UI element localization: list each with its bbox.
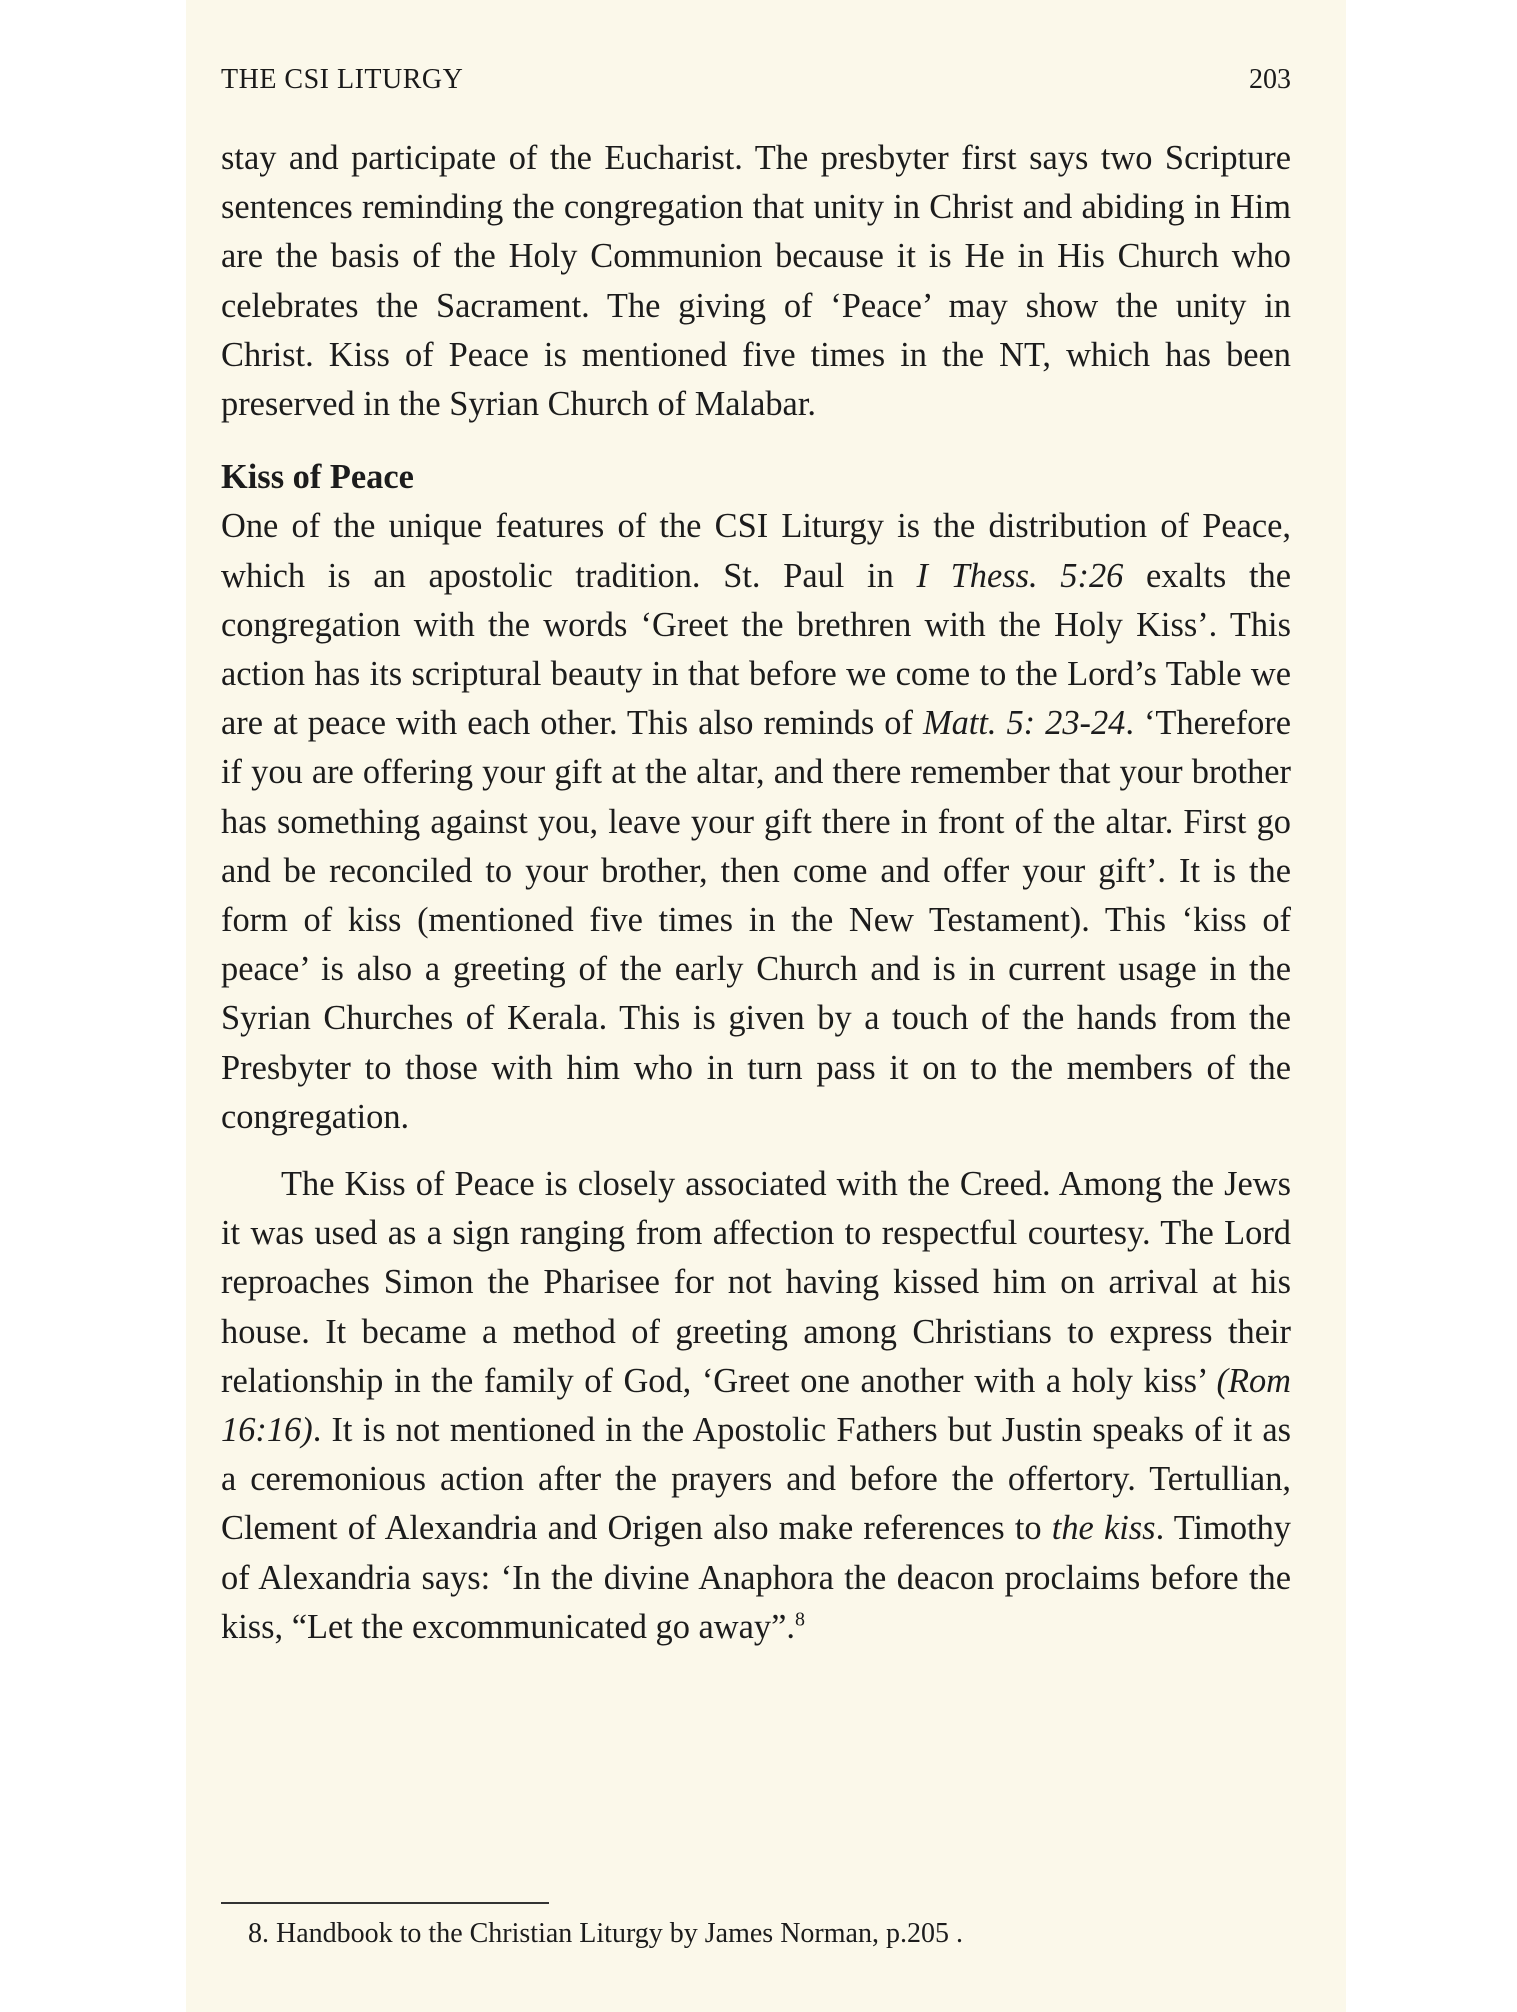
paragraph-text: exalts the congregation with the words ‘Greet the brethren with the Holy Kiss’. This action has its scriptural beauty in that before we come to the Lord’s Table we are at peace with each other. This also reminds of [221,556,1291,743]
paragraph-text: The Kiss of Peace is closely associated with the Creed. Among the Jews it was used as a sign ranging from affection to respectful courtesy. The Lord reproaches Simon the Pharisee for not having kissed him on arrival at his house. It became a method of greeting among Christians to express their relationship in the family of God, ‘Greet one another with a holy kiss’ [221,1165,1291,1400]
page-number: 203 [1249,64,1291,95]
paragraph-text: . Timothy of Alexandria says: ‘In the divine Anaphora the deacon proclaims before the kiss, “Let the excommunicated go away”. [221,1509,1291,1646]
footnote-divider [221,1902,549,1904]
scripture-reference: Matt. 5: 23-24 [922,704,1126,743]
footnote: 8. Handbook to the Christian Liturgy by James Norman, p.205 . [248,1918,963,1949]
scripture-reference: (Rom 16:16) [221,1361,1291,1450]
running-header [221,64,1291,104]
paragraph-continued [221,134,1291,429]
footnote-marker: 8 [794,1608,805,1631]
emphasis-text: the kiss [1051,1509,1156,1548]
paragraph-text: . ‘Therefore if you are offering your gift at the altar, and there remember that your brother has something against you, leave your gift there in front of the altar. First go and be reconciled to your brother, then come and offer your gift’. It is the form of kiss (mentioned five times in the New Testament). This ‘kiss of peace’ is also a greeting of the early Church and is in current usage in the Syrian Churches of Kerala. This is given by a touch of the hands from the Presbyter to those with him who in turn pass it on to the members of the congregation. [221,704,1291,1136]
section-heading: Kiss of Peace [221,458,414,497]
paragraph-text: stay and participate of the Eucharist. The presbyter first says two Scripture sentences reminding the congregation that unity in Christ and abiding in Him are the basis of the Holy Communion because it is He in His Church who celebrates the Sacrament. The giving of ‘Peace’ may show the unity in Christ. Kiss of Peace is mentioned five times in the NT, which has been preserved in the Syrian Church of Malabar. [221,139,1291,424]
scripture-reference: I Thess. 5:26 [916,556,1124,595]
paragraph-creed [221,1160,1291,1652]
paragraph-text: One of the unique features of the CSI Liturgy is the distribution of Peace, which is an apostolic tradition. St. Paul in [221,507,1291,595]
paragraph-text: . It is not mentioned in the Apostolic Fathers but Justin speaks of it as a ceremonious action after the prayers and before the offertory. Tertullian, Clement of Alexandria and Origen also make references to [221,1411,1291,1548]
page-body [221,134,1291,1652]
paragraph-kiss-of-peace [221,502,1291,1142]
running-title: THE CSI LITURGY [221,64,464,95]
